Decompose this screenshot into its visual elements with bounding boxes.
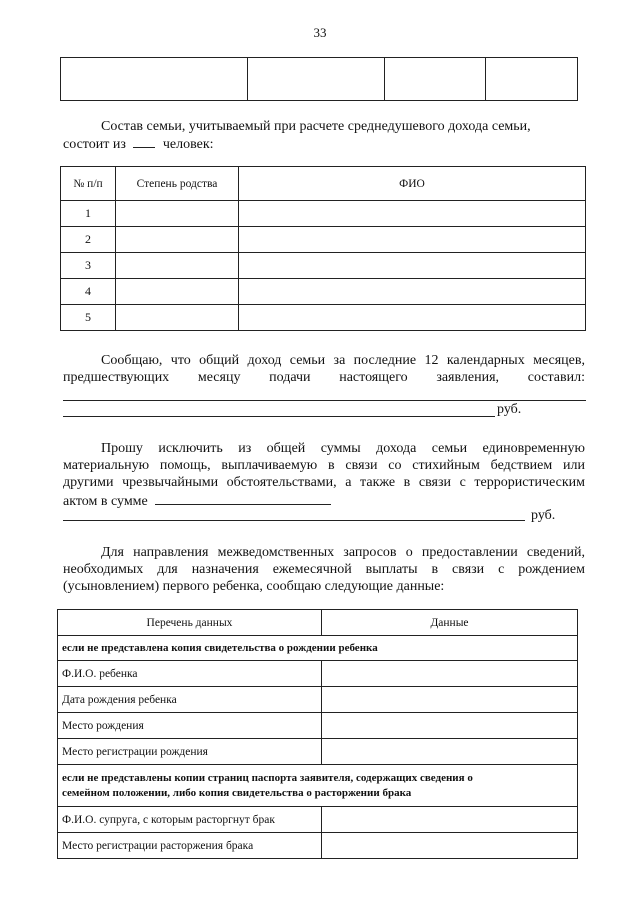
fio-cell[interactable]	[239, 305, 586, 331]
exclude-sum-label: актом в сумме	[63, 494, 148, 509]
family-count-field[interactable]	[133, 135, 155, 148]
exclude-rub-label: руб.	[531, 508, 556, 523]
income-line2: предшествующих месяцу подачи настоящего заявления, составил:	[63, 370, 585, 385]
data-value-cell[interactable]	[322, 713, 578, 739]
section-header	[58, 765, 578, 807]
fio-cell[interactable]	[239, 201, 586, 227]
requests-text	[63, 544, 585, 595]
exclude-sum-field[interactable]	[155, 491, 331, 505]
fio-cell[interactable]	[239, 279, 586, 305]
income-rub-label: руб.	[497, 402, 522, 417]
section2-line1: если не представлены копии страниц паспорта заявителя, содержащих сведения о	[62, 771, 473, 784]
family-row-num: 5	[61, 305, 116, 331]
exclude-line3: другими чрезвычайными обстоятельствами, а также в связи с террористическим	[63, 475, 585, 490]
family-line1: Состав семьи, учитываемый при расчете среднедушевого дохода семьи,	[101, 119, 531, 134]
data-value-cell[interactable]	[322, 661, 578, 687]
family-text	[63, 118, 583, 153]
exclude-field-2[interactable]	[63, 520, 525, 521]
data-label: Ф.И.О. ребенка	[58, 661, 322, 687]
data-table	[57, 609, 578, 859]
section2-line2: семейном положении, либо копия свидетельства о расторжении брака	[62, 786, 412, 799]
requests-line3: (усыновлением) первого ребенка, сообщаю следующие данные:	[63, 579, 445, 594]
family-row-num: 2	[61, 227, 116, 253]
top-table-cell[interactable]	[486, 58, 578, 101]
family-col-fio: ФИО	[239, 167, 586, 201]
income-field-2[interactable]	[63, 416, 495, 417]
family-line2	[63, 135, 583, 153]
family-table	[60, 166, 586, 331]
family-row-num: 1	[61, 201, 116, 227]
data-label: Место регистрации рождения	[58, 739, 322, 765]
data-label: Место регистрации расторжения брака	[58, 833, 322, 859]
income-text	[63, 352, 585, 386]
relation-cell[interactable]	[116, 279, 239, 305]
requests-line1: Для направления межведомственных запросов о предоставлении сведений,	[101, 545, 585, 560]
relation-cell[interactable]	[116, 253, 239, 279]
family-col-num: № п/п	[61, 167, 116, 201]
data-value-cell[interactable]	[322, 807, 578, 833]
data-col-values: Данные	[322, 610, 578, 636]
income-field-1[interactable]	[63, 400, 586, 401]
relation-cell[interactable]	[116, 227, 239, 253]
top-table-cell[interactable]	[61, 58, 248, 101]
data-label: Ф.И.О. супруга, с которым расторгнут брак	[58, 807, 322, 833]
family-count-unit: человек:	[162, 137, 214, 152]
exclude-line2: материальную помощь, выплачиваемую в связи со стихийным бедствием или	[63, 458, 585, 473]
exclude-text	[63, 440, 585, 510]
top-table-cell[interactable]	[248, 58, 385, 101]
family-row-num: 3	[61, 253, 116, 279]
relation-cell[interactable]	[116, 201, 239, 227]
exclude-line1: Прошу исключить из общей суммы дохода семьи единовременную	[101, 441, 585, 456]
top-table-cell[interactable]	[385, 58, 486, 101]
data-value-cell[interactable]	[322, 739, 578, 765]
data-label: Дата рождения ребенка	[58, 687, 322, 713]
exclude-line4	[63, 491, 585, 510]
family-col-relation: Степень родства	[116, 167, 239, 201]
income-line1: Сообщаю, что общий доход семьи за последние 12 календарных месяцев,	[101, 353, 585, 368]
fio-cell[interactable]	[239, 253, 586, 279]
top-table	[60, 57, 578, 101]
relation-cell[interactable]	[116, 305, 239, 331]
data-value-cell[interactable]	[322, 833, 578, 859]
requests-line2: необходимых для назначения ежемесячной выплаты в связи с рождением	[63, 562, 585, 577]
data-col-list: Перечень данных	[58, 610, 322, 636]
fio-cell[interactable]	[239, 227, 586, 253]
page-number: 33	[313, 25, 327, 40]
section-header: если не представлена копия свидетельства о рождении ребенка	[58, 636, 578, 661]
family-count-label: состоит из	[63, 137, 126, 152]
family-row-num: 4	[61, 279, 116, 305]
data-label: Место рождения	[58, 713, 322, 739]
data-value-cell[interactable]	[322, 687, 578, 713]
